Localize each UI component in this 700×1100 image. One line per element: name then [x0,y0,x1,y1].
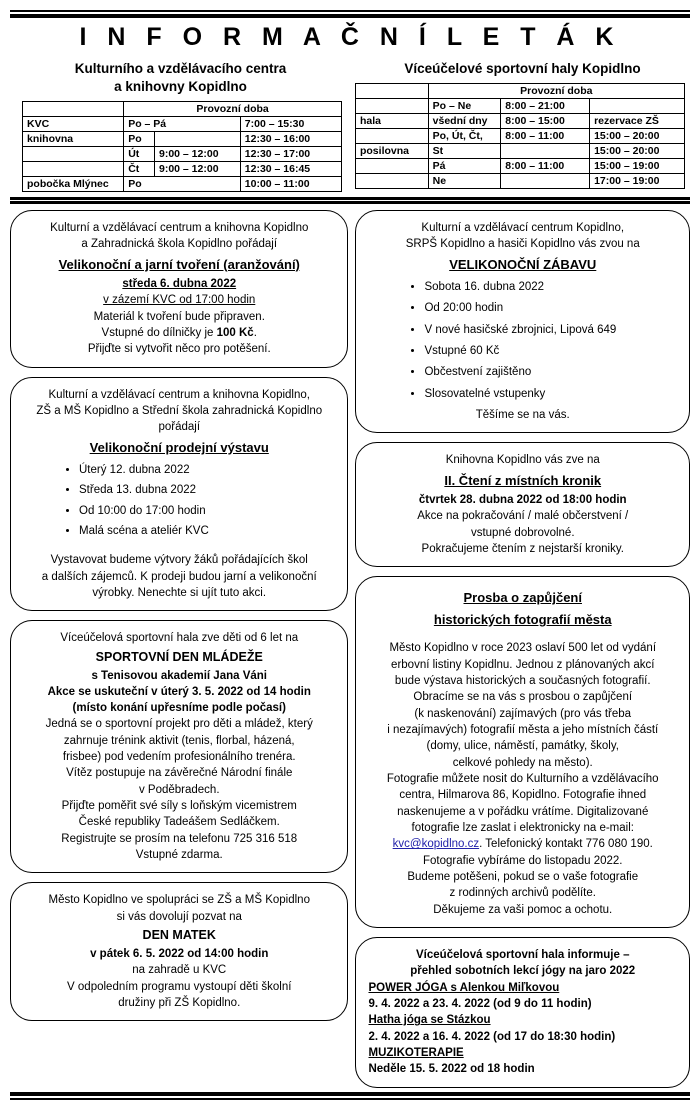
kvc-subtitle-line1: Kulturního a vzdělávacího centra [74,60,287,76]
easter-exhibition-heading: Velikonoční prodejní výstavu [89,439,269,455]
sports-day-date1: Akce se uskuteční v úterý 3. 5. 2022 od 14 hodin [47,685,311,698]
hall-row3-name: posilovna [355,143,428,158]
easter-party-closing: Těšíme se na vás. [475,409,570,422]
box-easter-exhibition [10,377,348,612]
table-row [23,161,342,176]
chronicle-heading: II. Čtení z místních kronik [444,472,602,488]
photo-request-body13: Fotografie vybíráme do listopadu 2022. [423,854,623,867]
hall-schedule-block [353,60,692,189]
easter-creating-org1: Kulturní a vzdělávací centrum a knihovna Kopidlno [50,221,309,234]
yoga-entry-2-detail: Neděle 15. 5. 2022 od 18 hodin [368,1063,535,1076]
easter-party-org2: SRPŠ Kopidlno a hasiči Kopidlno vás zvou na [405,238,640,251]
photo-request-body1: Město Kopidlno v roce 2023 oslaví 500 let od vydání [389,642,657,655]
easter-creating-note1: Materiál k tvoření bude připraven. [93,310,265,323]
yoga-entries [368,980,677,1078]
kvc-row2-name [23,146,124,161]
top-double-rule [10,10,690,18]
box-chronicle-reading [355,442,690,567]
leaflet-page [0,10,700,1076]
bottom-double-rule [10,1092,690,1100]
photo-request-spacer [368,631,677,640]
hall-row2-time1: 8:00 – 11:00 [501,128,590,143]
list-item: • V nové hasičské zbrojnici, Lipová 649 [424,322,677,338]
hall-table-header: Provozní doba [428,83,684,98]
yoga-entry-2-title: MUZIKOTERAPIE [368,1046,464,1059]
sports-day-org1: Víceúčelová sportovní hala zve děti od 6 let na [60,632,299,645]
sports-day-body2: zahrnuje trénink aktivit (tenis, florbal, házená, [63,734,295,747]
photo-request-body5: (k naskenování) zajímavých (pro vás třeba [414,707,632,720]
photo-request-body2: erbovní listiny Kopidlnu. Jednou z plánovaných akcí [391,658,655,671]
kvc-row2-day: Út [124,146,155,161]
yoga-entry-0-detail: 9. 4. 2022 a 23. 4. 2022 (od 9 do 11 hodin) [368,997,592,1010]
kvc-row1-day: Po [124,131,155,146]
photo-request-body7: (domy, ulice, náměstí, památky, školy, [426,740,619,753]
hall-row4-day: Pá [428,158,501,173]
photo-request-body9: Fotografie můžete nosit do Kulturního a vzdělávacího [386,772,659,785]
mothers-day-org2: si vás dovolují pozvat na [116,910,242,923]
kvc-row3-day: Čt [124,161,155,176]
photo-request-body11: naskenujeme a v pořádku vrátíme. Digitalizované [397,805,649,818]
list-item: • Vstupné 60 Kč [424,343,677,359]
photo-request-contact-line [368,836,677,852]
kvc-row0-afternoon: 7:00 – 15:30 [240,116,341,131]
photo-request-phone: . Telefonický kontakt 776 080 190. [479,838,653,851]
list-item: • Úterý 12. dubna 2022 [79,462,335,478]
kvc-schedule-block [8,60,353,192]
hall-corner-blank [355,83,428,98]
easter-exhibition-body2: a dalších zájemců. K prodeji budou jarní a velikonoční [41,570,317,583]
easter-exhibition-org3: pořádají [158,421,201,434]
kvc-row2-morning: 9:00 – 12:00 [154,146,240,161]
photo-request-body15: z rodinných archivů podělíte. [449,887,596,900]
easter-creating-org2: a Zahradnická škola Kopidlno pořádají [81,238,278,251]
kvc-row1-morning [154,131,240,146]
sports-day-heading: SPORTOVNÍ DEN MLÁDEŽE [95,649,263,664]
table-row [23,116,342,131]
photo-request-body10: centra, Hilmarova 86, Kopidlno. Fotografie ihned [399,789,647,802]
kvc-row2-afternoon: 12:30 – 17:00 [240,146,341,161]
hall-row1-day: všední dny [428,113,501,128]
kvc-row4-day: Po [124,176,241,191]
list-item: • Od 10:00 do 17:00 hodin [79,503,335,519]
hall-row1-time2: rezervace ZŠ [590,113,685,128]
yoga-heading-line2: přehled sobotních lekcí jógy na jaro 2022 [410,965,636,978]
announcements-area [8,210,692,1088]
sports-day-body4: Vítěz postupuje na závěrečné Národní finále [66,767,293,780]
chronicle-note2: vstupné dobrovolné. [470,526,575,539]
list-item: • Sobota 16. dubna 2022 [424,279,677,295]
hall-row4-name [355,158,428,173]
yoga-entry-1-detail: 2. 4. 2022 a 16. 4. 2022 (od 17 do 18:30 hodin) [368,1030,616,1043]
yoga-heading-line1: Víceúčelová sportovní hala informuje – [416,948,630,961]
hall-row0-name [355,98,428,113]
table-row [23,146,342,161]
sports-day-body8: Registrujte se prosím na telefonu 725 316 518 [61,832,298,845]
easter-creating-heading: Velikonoční a jarní tvoření (aranžování) [58,256,300,272]
easter-creating-place: v zázemí KVC od 17:00 hodin [103,294,256,307]
easter-creating-fee-suffix: . [253,327,257,340]
photo-request-body8: celkové pohledy na město). [452,756,593,769]
chronicle-org1: Knihovna Kopidlno vás zve na [445,454,600,467]
easter-party-org1: Kulturní a vzdělávací centrum Kopidlno, [421,221,625,234]
email-link[interactable]: kvc@kopidlno.cz [392,838,480,851]
table-row [23,101,342,116]
hall-row2-name [355,128,428,143]
easter-exhibition-spacer [23,543,335,552]
photo-request-heading-line2: historických fotografií města [433,611,612,627]
sports-day-body6: Přijďte poměřit své síly s loňským vicemistrem [61,800,297,813]
mothers-day-place: na zahradě u KVC [132,964,227,977]
easter-creating-fee [23,325,335,341]
hall-row2-day: Po, Út, Čt, [428,128,501,143]
kvc-row3-morning: 9:00 – 12:00 [154,161,240,176]
table-row [355,98,684,113]
list-item: • Od 20:00 hodin [424,300,677,316]
list-item: • Středa 13. dubna 2022 [79,482,335,498]
hall-row3-time2: 15:00 – 20:00 [590,143,685,158]
sports-day-body7: České republiky Tadeášem Sedláčkem. [78,816,280,829]
list-item: • Občestvení zajištěno [424,364,677,380]
header-schedules [8,60,692,192]
mothers-day-date: v pátek 6. 5. 2022 od 14:00 hodin [90,947,269,960]
kvc-schedule-subtitle [8,60,353,96]
hall-row0-time1: 8:00 – 21:00 [501,98,590,113]
hall-row4-time2: 15:00 – 19:00 [590,158,685,173]
sports-day-subheading: s Tenisovou akademií Jana Váni [91,669,268,682]
page-title: I N F O R M A Č N Í L E T Á K [79,23,621,51]
easter-creating-fee-value: 100 Kč [216,327,254,340]
table-row [23,176,342,191]
sports-day-body9: Vstupné zdarma. [135,849,223,862]
photo-request-body14: Budeme potěšeni, pokud se o vaše fotografie [407,870,639,883]
photo-request-body6: i nezajímavých) fotografií města a jeho místních částí [387,723,659,736]
box-easter-creating [10,210,348,368]
kvc-subtitle-line2: a knihovny Kopidlno [114,78,247,94]
hall-row5-time2: 17:00 – 19:00 [590,173,685,188]
kvc-row1-afternoon: 12:30 – 16:00 [240,131,341,146]
table-row [355,83,684,98]
photo-request-body12: fotografie lze zaslat i elektronicky na e-mail: [411,821,634,834]
hall-row4-time1: 8:00 – 11:00 [501,158,590,173]
sports-day-body1: Jedná se o sportovní projekt pro děti a mládež, který [45,718,313,731]
hall-schedule-subtitle: Víceúčelové sportovní haly Kopidlno [404,60,641,76]
table-row [355,128,684,143]
kvc-row0-name: KVC [23,116,124,131]
kvc-corner-blank [23,101,124,116]
hall-row5-day: Ne [428,173,501,188]
chronicle-note3: Pokračujeme čtením z nejstarší kroniky. [421,543,624,556]
left-column [10,210,348,1021]
kvc-table-header: Provozní doba [124,101,342,116]
photo-request-body4: Obracíme se na vás s prosbou o zapůjčení [413,691,633,704]
hall-row3-day: St [428,143,501,158]
box-photo-request [355,576,690,927]
photo-request-body16: Děkujeme za vaši pomoc a ochotu. [433,903,613,916]
sports-day-date2: (místo konání upřesníme podle počasí) [72,702,286,715]
kvc-hours-table [22,101,342,192]
yoga-entry-0-title: POWER JÓGA s Alenkou Miľkovou [368,981,560,994]
hall-row3-time1 [501,143,590,158]
box-sports-day [10,620,348,873]
photo-request-heading-line1: Prosba o zapůjčení [463,590,582,606]
easter-party-heading: VELIKONOČNÍ ZÁBAVU [449,256,597,272]
box-mothers-day [10,882,348,1021]
hall-row1-name: hala [355,113,428,128]
mothers-day-org1: Město Kopidlno ve spolupráci se ZŠ a MŠ Kopidlno [48,894,310,907]
kvc-row3-name [23,161,124,176]
sports-day-body3: frisbee) pod vedením profesionálního trenéra. [62,751,296,764]
box-easter-party [355,210,690,433]
easter-exhibition-body3: výrobky. Nenechte si ujít tuto akci. [92,587,267,600]
hall-row5-time1 [501,173,590,188]
header-body-divider [10,197,690,204]
easter-exhibition-org2: ZŠ a MŠ Kopidlno a Střední škola zahradnická Kopidlno [36,405,323,418]
mothers-day-note1: V odpoledním programu vystoupí děti školní [67,980,292,993]
hall-row1-time1: 8:00 – 15:00 [501,113,590,128]
hall-hours-table [355,83,685,189]
easter-creating-fee-prefix: Vstupné do dílničky je [101,327,217,340]
table-row [355,113,684,128]
photo-request-body3: bude výstava historických a současných fotografií. [394,675,651,687]
table-row [355,143,684,158]
kvc-row0-day: Po – Pá [124,116,241,131]
kvc-row1-name: knihovna [23,131,124,146]
table-row [23,131,342,146]
list-item: • Slosovatelné vstupenky [424,386,677,402]
mothers-day-heading: DEN MATEK [142,928,216,943]
kvc-row4-name: pobočka Mlýnec [23,176,124,191]
easter-exhibition-org1: Kulturní a vzdělávací centrum a knihovna Kopidlno, [48,388,310,401]
table-row [355,158,684,173]
easter-exhibition-list [23,462,335,539]
hall-row2-time2: 15:00 – 20:00 [590,128,685,143]
hall-row5-name [355,173,428,188]
mothers-day-note2: družiny při ZŠ Kopidlno. [118,996,241,1009]
kvc-row3-afternoon: 12:30 – 16:45 [240,161,341,176]
chronicle-date: čtvrtek 28. dubna 2022 od 18:00 hodin [418,494,627,507]
easter-creating-note2: Přijďte si vytvořit něco pro potěšení. [87,343,271,356]
list-item: • Malá scéna a ateliér KVC [79,523,335,539]
right-column [355,210,690,1088]
easter-creating-date: středa 6. dubna 2022 [122,278,237,291]
sports-day-body5: v Poděbradech. [138,783,220,796]
easter-party-list [368,279,677,402]
yoga-entry-1-title: Hatha jóga se Stázkou [368,1014,491,1027]
table-row [355,173,684,188]
hall-row0-day: Po – Ne [428,98,501,113]
kvc-row4-afternoon: 10:00 – 11:00 [240,176,341,191]
easter-exhibition-body1: Vystavovat budeme výtvory žáků pořádajících škol [50,554,308,567]
chronicle-note1: Akce na pokračování / malé občerstvení / [417,510,629,523]
hall-row0-time2 [590,98,685,113]
box-yoga [355,937,690,1088]
